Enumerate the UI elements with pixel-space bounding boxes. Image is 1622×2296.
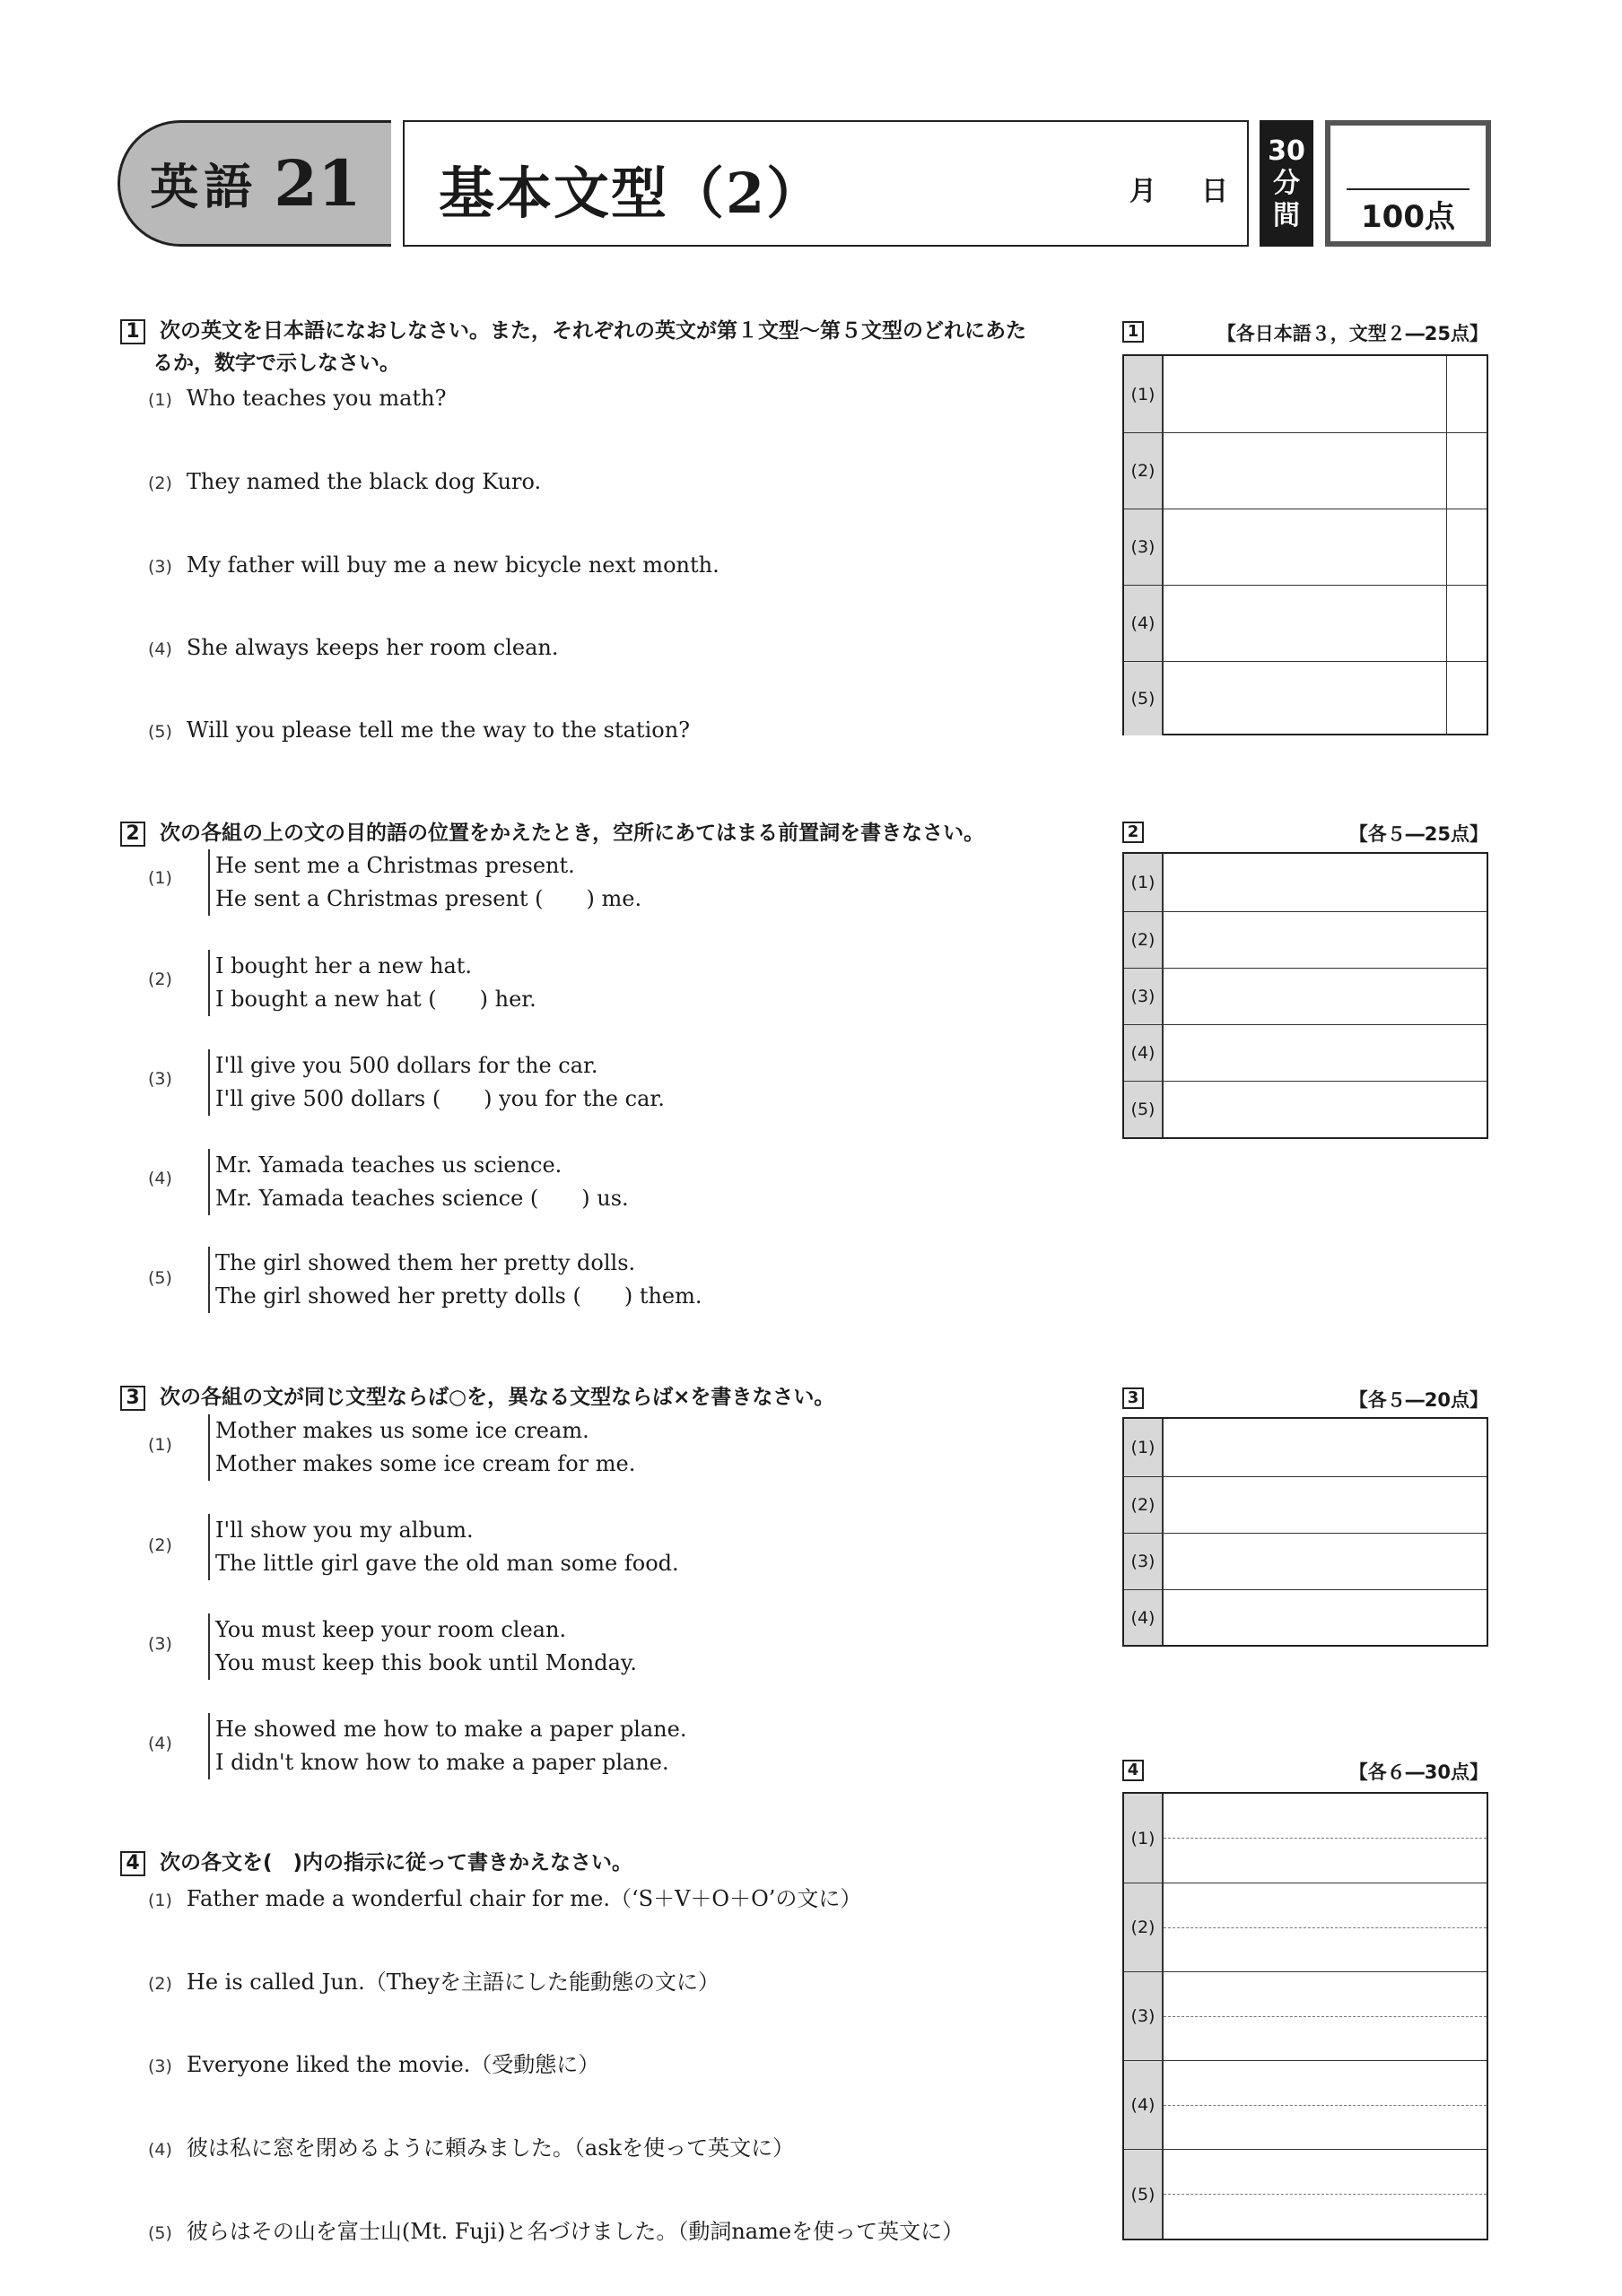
answer-row-number: (3): [1124, 969, 1164, 1024]
q4-item-text: 彼は私に窓を閉めるように頼みました。（askを使って英文に）: [186, 2135, 795, 2161]
q1-item-number: (5): [148, 722, 172, 742]
q2-sentence-pair: [208, 1247, 702, 1313]
q3-item-number: (1): [148, 1435, 172, 1455]
q3-sentence-pair: [208, 1414, 635, 1481]
q3-sentence-a: You must keep your room clean.: [215, 1617, 567, 1642]
answer1-table: [1122, 354, 1488, 735]
q2-item-number: (5): [148, 1268, 172, 1288]
answer-row-number: (4): [1124, 2061, 1164, 2149]
day-label: 日: [1201, 176, 1228, 207]
answer-row-number: (1): [1124, 356, 1164, 432]
writing-guide-line: [1164, 2194, 1487, 2195]
answer-row[interactable]: [1124, 1883, 1487, 1971]
writing-guide-line: [1164, 2016, 1487, 2017]
answer2-number: 2: [1122, 822, 1144, 843]
q1-item: [148, 718, 690, 743]
pattern-cell[interactable]: [1446, 586, 1487, 661]
pattern-cell[interactable]: [1446, 662, 1487, 735]
answer-row-number: (4): [1124, 1025, 1164, 1081]
answer2-table: [1122, 852, 1488, 1139]
q1-item-text: They named the black dog Kuro.: [186, 469, 542, 494]
q2-sentence-b: Mr. Yamada teaches science ( ) us.: [215, 1186, 629, 1211]
answer-row-number: (5): [1124, 1082, 1164, 1137]
unit-number: 21: [274, 146, 362, 221]
page-title: 基本文型（2）: [439, 161, 824, 226]
q3-sentence-pair: [208, 1713, 686, 1779]
writing-guide-line: [1164, 1838, 1487, 1839]
answer-row-number: (1): [1124, 854, 1164, 911]
answer1-header: [1122, 319, 1488, 346]
title-box: [403, 120, 1249, 247]
answer4-number: 4: [1122, 1760, 1144, 1781]
answer-row[interactable]: [1124, 911, 1487, 968]
q1-item-text: Who teaches you math?: [186, 386, 447, 411]
answer-row-number: (5): [1124, 2150, 1164, 2239]
q2-sentence-a: I'll give you 500 dollars for the car.: [215, 1053, 598, 1078]
answer-row-number: (1): [1124, 1794, 1164, 1883]
answer-row[interactable]: [1124, 1081, 1487, 1137]
pattern-cell[interactable]: [1446, 356, 1487, 432]
answer1-number: 1: [1122, 321, 1144, 343]
total-points: 100点: [1361, 199, 1455, 235]
answer-row-number: (1): [1124, 1419, 1164, 1476]
answer-row-number: (5): [1124, 662, 1164, 735]
q3-sentence-b: You must keep this book until Monday.: [215, 1650, 637, 1675]
q1-item-number: (3): [148, 557, 172, 577]
q3-heading: [120, 1382, 1107, 1413]
q4-item-number: (1): [148, 1891, 172, 1910]
answer-row-number: (2): [1124, 1477, 1164, 1533]
q4-item-number: (3): [148, 2057, 172, 2076]
answer-row[interactable]: [1124, 509, 1487, 585]
q2-sentence-pair: [208, 849, 641, 916]
answer-row[interactable]: [1124, 661, 1487, 735]
q2-sentence-b: He sent a Christmas present ( ) me.: [215, 886, 642, 911]
q4-item-text: He is called Jun.（Theyを主語にした能動態の文に）: [186, 1970, 719, 1995]
q4-item-number: (4): [148, 2140, 172, 2160]
answer-row-number: (2): [1124, 1883, 1164, 1971]
q1-item: [148, 552, 719, 578]
q4-item-text: 彼らはその山を富士山(Mt. Fuji)と名づけました。（動詞nameを使って英文に）: [186, 2219, 964, 2244]
q1-item-text: Will you please tell me the way to the station?: [186, 718, 691, 743]
answer-row-number: (3): [1124, 509, 1164, 585]
q3-sentence-a: I'll show you my album.: [215, 1518, 474, 1543]
q3-sentence-b: Mother makes some ice cream for me.: [215, 1451, 636, 1476]
writing-guide-line: [1164, 2105, 1487, 2106]
q1-item-text: My father will buy me a new bicycle next month.: [186, 552, 719, 578]
answer3-table: [1122, 1417, 1488, 1647]
q1-item-number: (1): [148, 390, 172, 410]
answer-row[interactable]: [1124, 854, 1487, 911]
pattern-cell[interactable]: [1446, 433, 1487, 509]
answer-row[interactable]: [1124, 2149, 1487, 2239]
q2-sentence-b: The girl showed her pretty dolls ( ) them.: [215, 1283, 702, 1309]
q3-number: 3: [120, 1386, 145, 1411]
answer-row[interactable]: [1124, 1419, 1487, 1476]
score-divider: [1347, 188, 1469, 190]
q1-item: [148, 635, 558, 660]
q2-heading: [120, 818, 1107, 848]
q2-item-number: (2): [148, 970, 172, 989]
q2-sentence-pair: [208, 1049, 665, 1116]
time-limit-badge: [1260, 120, 1313, 247]
q3-item-number: (3): [148, 1634, 172, 1654]
answer2-score: 【各５―25点】: [1348, 823, 1488, 845]
q1-item: [148, 386, 446, 411]
q1-number: 1: [120, 319, 145, 344]
q4-item-text: Everyone liked the movie.（受動態に）: [186, 2052, 600, 2077]
q1-instruction-line1: 次の英文を日本語になおしなさい。また，それぞれの英文が第１文型～第５文型のどれにあた: [160, 319, 1026, 343]
q4-heading: [120, 1848, 1107, 1878]
q1-heading: [120, 316, 1107, 346]
answer3-number: 3: [1122, 1387, 1144, 1409]
q3-sentence-b: The little girl gave the old man some food.: [215, 1551, 679, 1576]
q2-sentence-a: He sent me a Christmas present.: [215, 853, 575, 878]
q2-number: 2: [120, 822, 145, 847]
q4-item: [148, 1881, 861, 1912]
answer-row[interactable]: [1124, 2060, 1487, 2149]
q3-sentence-a: He showed me how to make a paper plane.: [215, 1717, 687, 1742]
q3-sentence-pair: [208, 1514, 679, 1580]
q2-sentence-pair: [208, 1149, 629, 1215]
q1-item-number: (4): [148, 639, 172, 659]
answer4-table: [1122, 1792, 1488, 2240]
answer-row[interactable]: [1124, 432, 1487, 509]
q4-item: [148, 2130, 794, 2161]
q3-item-number: (2): [148, 1535, 172, 1555]
q1-item-number: (2): [148, 474, 172, 493]
answer4-score: 【各６―30点】: [1348, 1761, 1488, 1783]
q1-item: [148, 469, 541, 494]
answer-row[interactable]: [1124, 1589, 1487, 1645]
q4-item-number: (2): [148, 1974, 172, 1994]
answer2-header: [1122, 820, 1488, 847]
q4-number: 4: [120, 1851, 145, 1876]
answer-row[interactable]: [1124, 1024, 1487, 1081]
answer-row-number: (4): [1124, 586, 1164, 661]
subject-label: 英語: [150, 159, 258, 215]
q2-instruction: 次の各組の上の文の目的語の位置をかえたとき，空所にあてはまる前置詞を書きなさい。: [160, 822, 985, 845]
answer-row-number: (2): [1124, 433, 1164, 509]
q2-item-number: (4): [148, 1169, 172, 1188]
answer-row[interactable]: [1124, 1971, 1487, 2060]
q4-item: [148, 1964, 719, 1996]
answer-row-number: (4): [1124, 1590, 1164, 1645]
q1-instruction-line2: るか，数字で示しなさい。: [153, 352, 400, 375]
time-value: 30: [1268, 135, 1305, 167]
answer-row-number: (3): [1124, 1972, 1164, 2060]
answer-row[interactable]: [1124, 1476, 1487, 1533]
q3-item-number: (4): [148, 1734, 172, 1753]
answer-row[interactable]: [1124, 356, 1487, 432]
pattern-cell[interactable]: [1446, 509, 1487, 585]
q2-item-number: (3): [148, 1069, 172, 1089]
q2-sentence-a: Mr. Yamada teaches us science.: [215, 1152, 562, 1178]
time-unit-1: 分: [1273, 167, 1300, 199]
q4-item: [148, 2213, 964, 2245]
answer4-header: [1122, 1758, 1488, 1785]
answer3-score: 【各５―20点】: [1348, 1389, 1488, 1411]
q2-sentence-b: I'll give 500 dollars ( ) you for the car.: [215, 1086, 665, 1111]
q4-item: [148, 2047, 599, 2078]
writing-guide-line: [1164, 1927, 1487, 1928]
q2-item-number: (1): [148, 868, 172, 888]
q2-sentence-a: The girl showed them her pretty dolls.: [215, 1250, 636, 1275]
q4-item-number: (5): [148, 2223, 172, 2243]
score-box[interactable]: [1325, 120, 1491, 247]
q3-sentence-pair: [208, 1613, 637, 1680]
answer1-score: 【各日本語３，文型２―25点】: [1216, 323, 1488, 344]
month-label: 月: [1129, 176, 1156, 207]
answer-row-number: (3): [1124, 1534, 1164, 1589]
answer-row[interactable]: [1124, 1794, 1487, 1883]
q1-item-text: She always keeps her room clean.: [186, 635, 559, 660]
q3-sentence-a: Mother makes us some ice cream.: [215, 1418, 589, 1443]
q4-instruction: 次の各文を( )内の指示に従って書きかえなさい。: [160, 1851, 633, 1874]
q3-instruction: 次の各組の文が同じ文型ならば○を，異なる文型ならば×を書きなさい。: [160, 1386, 835, 1409]
q2-sentence-a: I bought her a new hat.: [215, 953, 473, 978]
q4-item-text: Father made a wonderful chair for me.（‘S＋V＋O＋O’の文に）: [186, 1886, 862, 1911]
answer-row-number: (2): [1124, 912, 1164, 968]
q2-sentence-b: I bought a new hat ( ) her.: [215, 987, 536, 1012]
answer-row[interactable]: [1124, 968, 1487, 1024]
time-unit-2: 間: [1273, 199, 1300, 231]
q2-sentence-pair: [208, 950, 536, 1016]
answer-row[interactable]: [1124, 1533, 1487, 1589]
answer-row[interactable]: [1124, 585, 1487, 661]
subject-tab: [118, 120, 391, 247]
answer3-header: [1122, 1386, 1488, 1413]
q3-sentence-b: I didn't know how to make a paper plane.: [215, 1750, 669, 1775]
